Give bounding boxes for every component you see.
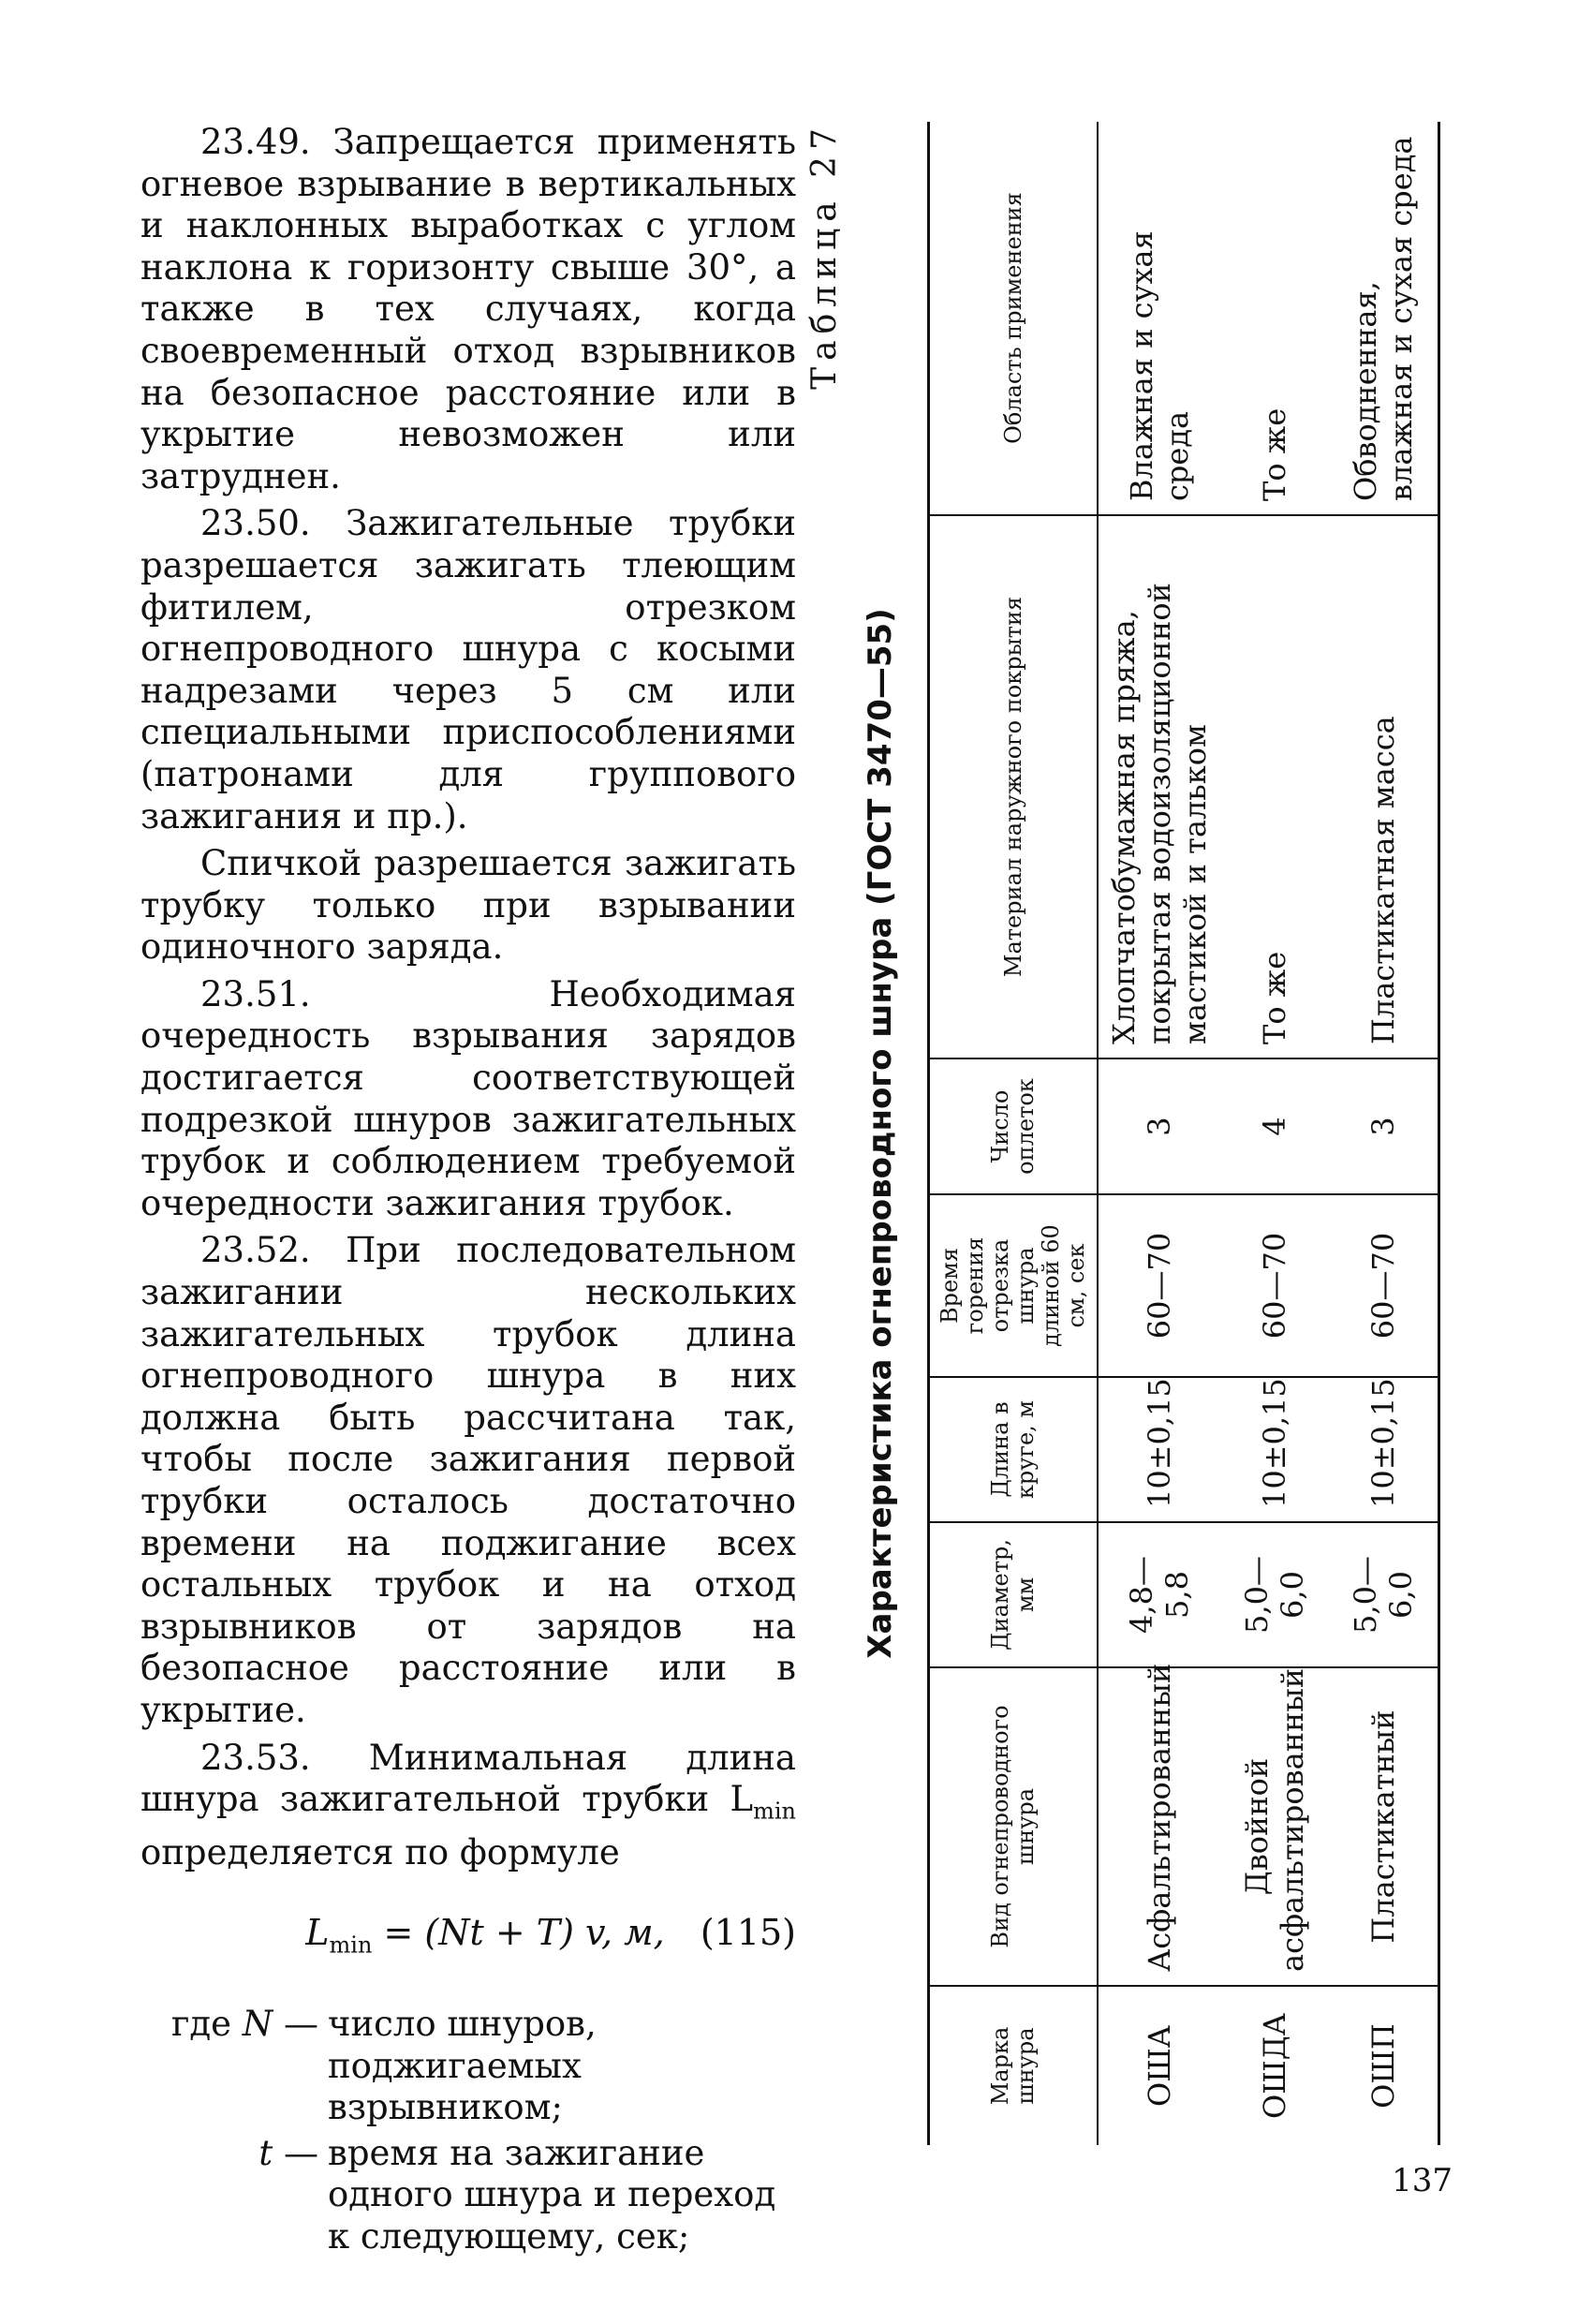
paragraph-23-52: 23.52. При последовательном зажигании нескольких зажигательных трубок длина огнепроводного шнура в них должна быть рассчитана так, чтобы после зажигания первой трубки осталось достаточно времени на поджигание всех остальных трубок и на отход взрывников от зарядов на безопасное расстояние или в укрытие. <box>140 1230 796 1730</box>
left-text-column <box>140 122 796 2257</box>
rotated-table-block <box>805 122 1442 2145</box>
table-title: Характеристика огнепроводного шнура (ГОСТ 3470—55) <box>862 608 899 1659</box>
cell-burn-time: 60—70 <box>1329 1194 1439 1377</box>
definition-prefix: где <box>171 2003 232 2044</box>
cell-application: Влажная и сухая среда <box>1098 122 1220 515</box>
paragraph-23-50: 23.50. Зажигательные трубки разрешается зажигать тлеющим фитилем, отрезком огнепроводного шнура с косыми надрезами через 5 см или специальными приспособлениями (патронами для группового зажигания и пр.). <box>140 503 796 836</box>
cell-diameter: 4,8—5,8 <box>1098 1522 1220 1667</box>
cell-braids: 3 <box>1329 1058 1439 1194</box>
cell-length: 10±0,15 <box>1098 1377 1220 1522</box>
paragraph-23-53 <box>140 1738 796 1874</box>
paragraph-23-53-text: 23.53. Минимальная длина шнура зажигательной трубки L <box>140 1737 796 1820</box>
cell-type: Пластикатный <box>1329 1667 1439 1986</box>
cell-burn-time: 60—70 <box>1098 1194 1220 1377</box>
fuse-cord-table <box>927 122 1440 2145</box>
cell-length: 10±0,15 <box>1220 1377 1329 1522</box>
formula-lhs-symbol: L <box>305 1911 330 1953</box>
paragraph-match-ignition: Спичкой разрешается зажигать трубку только при взрывании одиночного заряда. <box>140 843 796 968</box>
header-length: Длина в круге, м <box>929 1377 1099 1522</box>
cell-type: Асфальтированный <box>1098 1667 1220 1986</box>
cell-coating: Пластикатная масса <box>1329 515 1439 1058</box>
table-row <box>1098 122 1220 2145</box>
definition-dash: — <box>284 2132 318 2173</box>
definition-t <box>140 2133 796 2258</box>
header-braids: Число оплеток <box>929 1058 1099 1194</box>
cell-brand: ОША <box>1098 1986 1220 2145</box>
header-type: Вид огнепроводного шнура <box>929 1667 1099 1986</box>
definition-symbol-n: N <box>242 2003 273 2044</box>
cell-diameter: 5,0—6,0 <box>1220 1522 1329 1667</box>
formula-115 <box>140 1912 796 1966</box>
cell-braids: 3 <box>1098 1058 1220 1194</box>
header-diameter: Диаметр, мм <box>929 1522 1099 1667</box>
page-number: 137 <box>1392 2162 1453 2199</box>
table-label: Таблица 27 <box>805 122 844 390</box>
paragraph-23-51: 23.51. Необходимая очередность взрывания зарядов достигается соответствующей подрезкой шнуров зажигательных трубок и соблюдением требуемой очередности зажигания трубок. <box>140 973 796 1223</box>
definition-text-n: число шнуров, поджигаемых взрывником; <box>328 2003 597 2128</box>
cell-burn-time: 60—70 <box>1220 1194 1329 1377</box>
cell-coating: Хлопчатобумажная пряжа, покрытая водоизоляционной мастикой и тальком <box>1098 515 1220 1058</box>
formula-rhs: = (Nt + T) v, м, <box>383 1911 665 1953</box>
definition-symbol-t: t <box>258 2132 273 2173</box>
cell-length: 10±0,15 <box>1329 1377 1439 1522</box>
paragraph-23-49: 23.49. Запрещается применять огневое взрывание в вертикальных и наклонных выработках с углом наклона к горизонту свыше 30°, а также в тех случаях, когда своевременный отход взрывников на безопасное расстояние или в укрытие невозможен или затруднен. <box>140 122 796 496</box>
cell-brand: ОШП <box>1329 1986 1439 2145</box>
formula-lhs-subscript: min <box>329 1932 373 1959</box>
cell-type: Двойной асфальтированный <box>1220 1667 1329 1986</box>
header-coating: Материал наружного покрытия <box>929 515 1099 1058</box>
header-application: Область применения <box>929 122 1099 515</box>
cell-braids: 4 <box>1220 1058 1329 1194</box>
formula-number: (115) <box>700 1911 796 1953</box>
cell-brand: ОШДА <box>1220 1986 1329 2145</box>
cell-coating: То же <box>1220 515 1329 1058</box>
header-brand: Марка шнура <box>929 1986 1099 2145</box>
cell-application: То же <box>1220 122 1329 515</box>
table-row <box>1220 122 1329 2145</box>
table-header-row <box>929 122 1099 2145</box>
paragraph-23-53-tail: определяется по формуле <box>140 1832 620 1873</box>
definition-n <box>140 2004 796 2129</box>
cell-application: Обводненная, влажная и сухая среда <box>1329 122 1439 515</box>
table-row <box>1329 122 1439 2145</box>
definition-dash: — <box>284 2003 318 2044</box>
cell-diameter: 5,0—6,0 <box>1329 1522 1439 1667</box>
lmin-subscript: min <box>753 1798 796 1825</box>
definition-text-t: время на зажигание одного шнура и переход к следующему, сек; <box>328 2132 776 2257</box>
header-burn-time: Время горения отрезка шнура длиной 60 см, сек <box>929 1194 1099 1377</box>
